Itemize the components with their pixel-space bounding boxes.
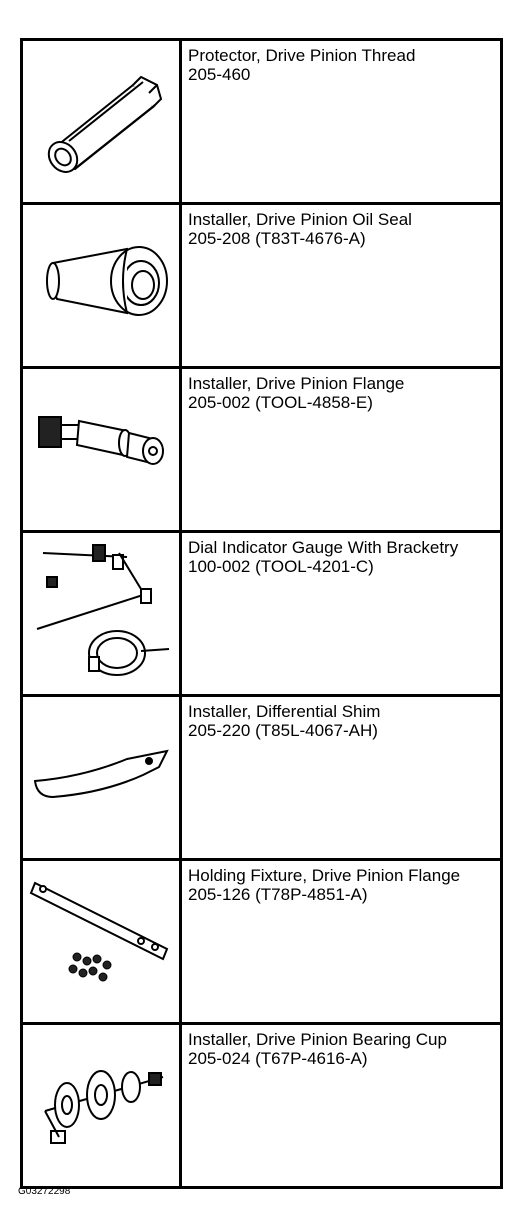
table-row: [22, 40, 502, 204]
tool-illustration-cell: [22, 368, 181, 532]
tool-name: Installer, Differential Shim: [188, 702, 381, 721]
tool-name: Installer, Drive Pinion Flange: [188, 374, 405, 393]
table-row: [22, 204, 502, 368]
pinion-flange-installer-icon: [23, 369, 179, 525]
tool-description-cell: [181, 40, 502, 204]
tool-name: Protector, Drive Pinion Thread: [188, 46, 416, 65]
tool-name: Installer, Drive Pinion Oil Seal: [188, 210, 412, 229]
tool-number: 205-024 (T67P-4616-A): [188, 1049, 368, 1068]
dial-indicator-gauge-icon: [23, 533, 179, 689]
pinion-thread-protector-icon: [23, 41, 179, 197]
tool-name: Installer, Drive Pinion Bearing Cup: [188, 1030, 447, 1049]
tool-number: 205-126 (T78P-4851-A): [188, 885, 368, 904]
pinion-flange-holding-fixture-icon: [23, 861, 179, 1017]
pinion-bearing-cup-installer-icon: [23, 1025, 179, 1181]
tool-illustration-cell: [22, 696, 181, 860]
tool-name: Holding Fixture, Drive Pinion Flange: [188, 866, 461, 885]
tool-description-cell: [181, 532, 502, 696]
tool-illustration-cell: [22, 532, 181, 696]
tool-illustration-cell: [22, 40, 181, 204]
tool-description-cell: [181, 860, 502, 1024]
tool-illustration-cell: [22, 204, 181, 368]
tool-number: 205-460: [188, 65, 251, 84]
tool-illustration-cell: [22, 860, 181, 1024]
tool-description-cell: [181, 368, 502, 532]
table-row: [22, 368, 502, 532]
tool-description-cell: [181, 1024, 502, 1188]
tool-illustration-cell: [22, 1024, 181, 1188]
tool-number: 205-002 (TOOL-4858-E): [188, 393, 373, 412]
tool-number: 205-220 (T85L-4067-AH): [188, 721, 378, 740]
tool-description-cell: [181, 696, 502, 860]
tool-number: 100-002 (TOOL-4201-C): [188, 557, 374, 576]
tool-number: 205-208 (T83T-4676-A): [188, 229, 366, 248]
table-row: [22, 532, 502, 696]
pinion-oil-seal-installer-icon: [23, 205, 179, 361]
table-row: [22, 696, 502, 860]
figure-code: G03272298: [18, 1186, 71, 1197]
tool-name: Dial Indicator Gauge With Bracketry: [188, 538, 459, 557]
tool-description-cell: [181, 204, 502, 368]
special-tools-table: [20, 38, 503, 1189]
table-row: [22, 860, 502, 1024]
differential-shim-installer-icon: [23, 697, 179, 853]
table-row: [22, 1024, 502, 1188]
